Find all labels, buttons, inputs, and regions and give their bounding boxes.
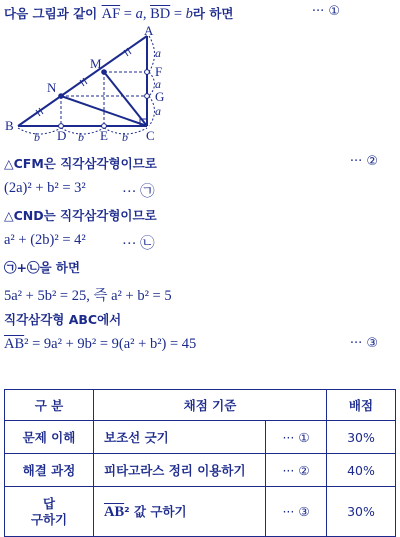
header-criteria: 채점 기준 (94, 390, 327, 421)
row-score: 30% (327, 421, 396, 454)
mark-3: ··· ③ (349, 336, 378, 351)
mark-2: ··· ② (349, 154, 378, 169)
table-row (5, 421, 396, 454)
comma: , (142, 6, 151, 22)
row-criteria: 보조선 긋기 (94, 421, 266, 454)
row-category: 답 구하기 (5, 487, 94, 537)
point-g (145, 94, 150, 99)
label-b: B (5, 118, 14, 133)
intro-line (4, 4, 234, 23)
label-f: F (155, 64, 163, 79)
equation-3: 5a² + 5b² = 25, 즉 a² + b² = 5 (4, 288, 172, 304)
row-mark: ··· ① (266, 421, 327, 454)
intro-text: 다음 그림과 같이 (4, 6, 102, 21)
line-cfm: △CFM은 직각삼각형이므로 (4, 156, 157, 171)
row-criteria: 피타고라스 정리 이용하기 (94, 454, 266, 487)
scoring-table (4, 389, 396, 537)
point-n (58, 93, 64, 99)
label-a1: a (155, 46, 161, 60)
criteria-rest: ² 값 구하기 (124, 504, 187, 519)
mark-giyeok-1: ··· ㉠ (122, 184, 155, 200)
label-d: D (57, 128, 67, 143)
row-mark: ··· ② (266, 454, 327, 487)
segment-ab: $\overline{AB}$ (4, 336, 25, 352)
intro-post: 라 하면 (192, 6, 234, 21)
mark-nieun-1: ··· ㉡ (122, 236, 155, 252)
mark-1: ··· ① (311, 4, 340, 19)
table-header-row (5, 390, 396, 421)
label-a: A (144, 24, 154, 38)
line-cnd: △CND는 직각삼각형이므로 (4, 208, 157, 223)
header-score: 배점 (327, 390, 396, 421)
header-category: 구 분 (5, 390, 94, 421)
label-a3: a (155, 104, 161, 118)
row-score: 30% (327, 487, 396, 537)
equals: = (170, 6, 186, 22)
triangle-figure (0, 24, 200, 146)
table-row (5, 454, 396, 487)
equals: = (120, 6, 136, 22)
label-e: E (100, 128, 108, 143)
segment-bd: $\overline{BD}$ (150, 6, 171, 22)
line-sum: ㉠+㉡을 하면 (4, 260, 81, 275)
var-b: b (185, 6, 193, 22)
label-n: N (47, 80, 57, 95)
table-row (5, 487, 396, 537)
row-score: 40% (327, 454, 396, 487)
row-category: 해결 과정 (5, 454, 94, 487)
segment-ab: $\overline{AB}$ (104, 504, 125, 520)
label-c: C (146, 128, 155, 143)
row-criteria (94, 487, 266, 537)
label-b2: b (78, 130, 84, 144)
row-category: 문제 이해 (5, 421, 94, 454)
label-g: G (155, 89, 165, 104)
point-f (145, 70, 150, 75)
equation-4 (4, 336, 196, 353)
label-b1: b (34, 130, 40, 144)
line-abc: 직각삼각형 ABC에서 (4, 312, 122, 327)
label-b3: b (122, 130, 128, 144)
label-a2: a (155, 77, 161, 91)
var-a: a (135, 6, 143, 22)
row-mark: ··· ③ (266, 487, 327, 537)
segment-af: $\overline{AF}$ (101, 6, 121, 22)
equation-2: a² + (2b)² = 4² (4, 232, 86, 248)
equation-1: (2a)² + b² = 3² (4, 180, 86, 196)
equation-4-rest: ² = 9a² + 9b² = 9(a² + b²) = 45 (24, 336, 197, 352)
label-m: M (90, 56, 102, 71)
point-m (101, 69, 107, 75)
